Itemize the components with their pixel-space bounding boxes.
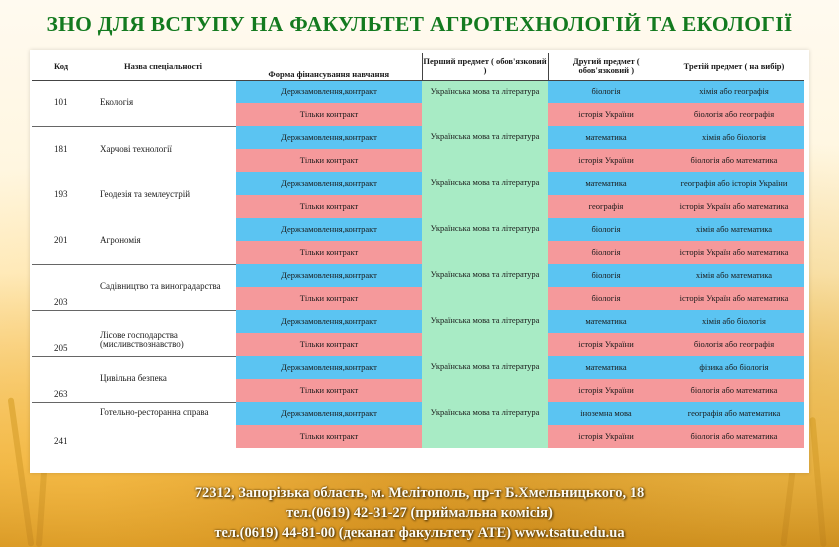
second-subject: біологія <box>548 287 664 310</box>
funding-contract-only: Тільки контракт <box>236 103 422 126</box>
specialty-name: Харчові технології <box>90 126 236 172</box>
first-subject: Українська мова та література <box>422 80 548 126</box>
second-subject: історія України <box>548 379 664 402</box>
specialty-code: 193 <box>54 189 68 200</box>
header-name: Назва спеціальності <box>90 53 236 80</box>
specialty-name: Лісове господарства (мисливствознавство) <box>90 310 236 356</box>
third-subject: хімія або математика <box>664 218 804 241</box>
third-subject: біологія або математика <box>664 379 804 402</box>
third-subject: хімія або біологія <box>664 310 804 333</box>
first-subject: Українська мова та література <box>422 264 548 310</box>
funding-state-contract: Держзамовлення,контракт <box>236 172 422 195</box>
specialty-code: 241 <box>32 402 90 448</box>
first-subject: Українська мова та література <box>422 356 548 402</box>
specialty-name: Екологія <box>100 97 134 108</box>
third-subject: фізика або біологія <box>664 356 804 379</box>
first-subject: Українська мова та література <box>422 218 548 264</box>
third-subject: біологія або математика <box>664 425 804 448</box>
second-subject: історія України <box>548 103 664 126</box>
funding-contract-only: Тільки контракт <box>236 149 422 172</box>
table-row <box>32 218 804 241</box>
funding-state-contract: Держзамовлення,контракт <box>236 310 422 333</box>
second-subject: біологія <box>548 241 664 264</box>
page-title: ЗНО ДЛЯ ВСТУПУ НА ФАКУЛЬТЕТ АГРОТЕХНОЛОГІЙ ТА ЕКОЛОГІЇ <box>46 12 793 36</box>
third-subject: хімія або біологія <box>664 126 804 149</box>
table-header-row <box>32 53 804 80</box>
third-subject: історія Україн або математика <box>664 195 804 218</box>
header-second-subject: Другий предмет ( обов'язковий ) <box>548 53 664 80</box>
footer-address: 72312, Запорізька область, м. Мелітополь, пр-т Б.Хмельницького, 18 <box>194 485 645 501</box>
second-subject: біологія <box>548 80 664 103</box>
funding-contract-only: Тільки контракт <box>236 333 422 356</box>
specialty-code: 181 <box>32 126 90 172</box>
second-subject: математика <box>548 356 664 379</box>
table-row <box>32 126 804 149</box>
funding-state-contract: Держзамовлення,контракт <box>236 218 422 241</box>
specialty-code: 201 <box>54 235 68 245</box>
specialty-code: 263 <box>32 356 90 402</box>
third-subject: історія Україн або математика <box>664 287 804 310</box>
header-code: Код <box>32 53 90 80</box>
specialty-code: 203 <box>32 264 90 310</box>
table-row <box>32 80 804 103</box>
footer-phone-dean: тел.(0619) 44-81-00 (деканат факультету АТЕ) www.tsatu.edu.ua <box>214 525 625 541</box>
second-subject: біологія <box>548 264 664 287</box>
funding-contract-only: Тільки контракт <box>236 195 422 218</box>
specialty-name: Геодезія та землеустрій <box>100 189 191 200</box>
header-first-subject: Перший предмет ( обов'язковий ) <box>422 53 548 80</box>
funding-contract-only: Тільки контракт <box>236 379 422 402</box>
second-subject: математика <box>548 126 664 149</box>
third-subject: географія або математика <box>664 402 804 425</box>
third-subject: географія або історія України <box>664 172 804 195</box>
first-subject: Українська мова та література <box>422 126 548 172</box>
admission-table <box>32 53 804 448</box>
admission-table-card <box>30 50 809 473</box>
second-subject: історія України <box>548 333 664 356</box>
second-subject: географія <box>548 195 664 218</box>
specialty-name: Садівництво та виноградарства <box>90 264 236 310</box>
table-row <box>32 310 804 333</box>
footer-phone-admissions: тел.(0619) 42-31-27 (приймальна комісія) <box>286 505 553 521</box>
funding-contract-only: Тільки контракт <box>236 287 422 310</box>
first-subject: Українська мова та література <box>422 402 548 448</box>
funding-state-contract: Держзамовлення,контракт <box>236 126 422 149</box>
second-subject: математика <box>548 172 664 195</box>
second-subject: історія України <box>548 425 664 448</box>
table-row <box>32 356 804 379</box>
third-subject: хімія або математика <box>664 264 804 287</box>
third-subject: біологія або географія <box>664 103 804 126</box>
third-subject: біологія або математика <box>664 149 804 172</box>
third-subject: історія Україн або математика <box>664 241 804 264</box>
specialty-name: Агрономія <box>100 235 141 245</box>
funding-state-contract: Держзамовлення,контракт <box>236 264 422 287</box>
second-subject: іноземна мова <box>548 402 664 425</box>
header-third-subject: Третій предмет ( на вибір) <box>664 53 804 80</box>
third-subject: хімія або географія <box>664 80 804 103</box>
specialty-name: Готельно-ресторанна справа <box>90 402 236 448</box>
funding-state-contract: Держзамовлення,контракт <box>236 356 422 379</box>
table-row <box>32 172 804 195</box>
funding-contract-only: Тільки контракт <box>236 241 422 264</box>
table-row <box>32 402 804 425</box>
specialty-code: 101 <box>54 97 68 108</box>
funding-state-contract: Держзамовлення,контракт <box>236 80 422 103</box>
funding-state-contract: Держзамовлення,контракт <box>236 402 422 425</box>
funding-contract-only: Тільки контракт <box>236 425 422 448</box>
table-row <box>32 264 804 287</box>
second-subject: історія України <box>548 149 664 172</box>
first-subject: Українська мова та література <box>422 310 548 356</box>
specialty-code: 205 <box>32 310 90 356</box>
second-subject: математика <box>548 310 664 333</box>
specialty-name: Цивільна безпека <box>90 356 236 402</box>
first-subject: Українська мова та література <box>422 172 548 218</box>
header-form: Форма фінансування навчання <box>236 53 422 80</box>
second-subject: біологія <box>548 218 664 241</box>
third-subject: біологія або географія <box>664 333 804 356</box>
